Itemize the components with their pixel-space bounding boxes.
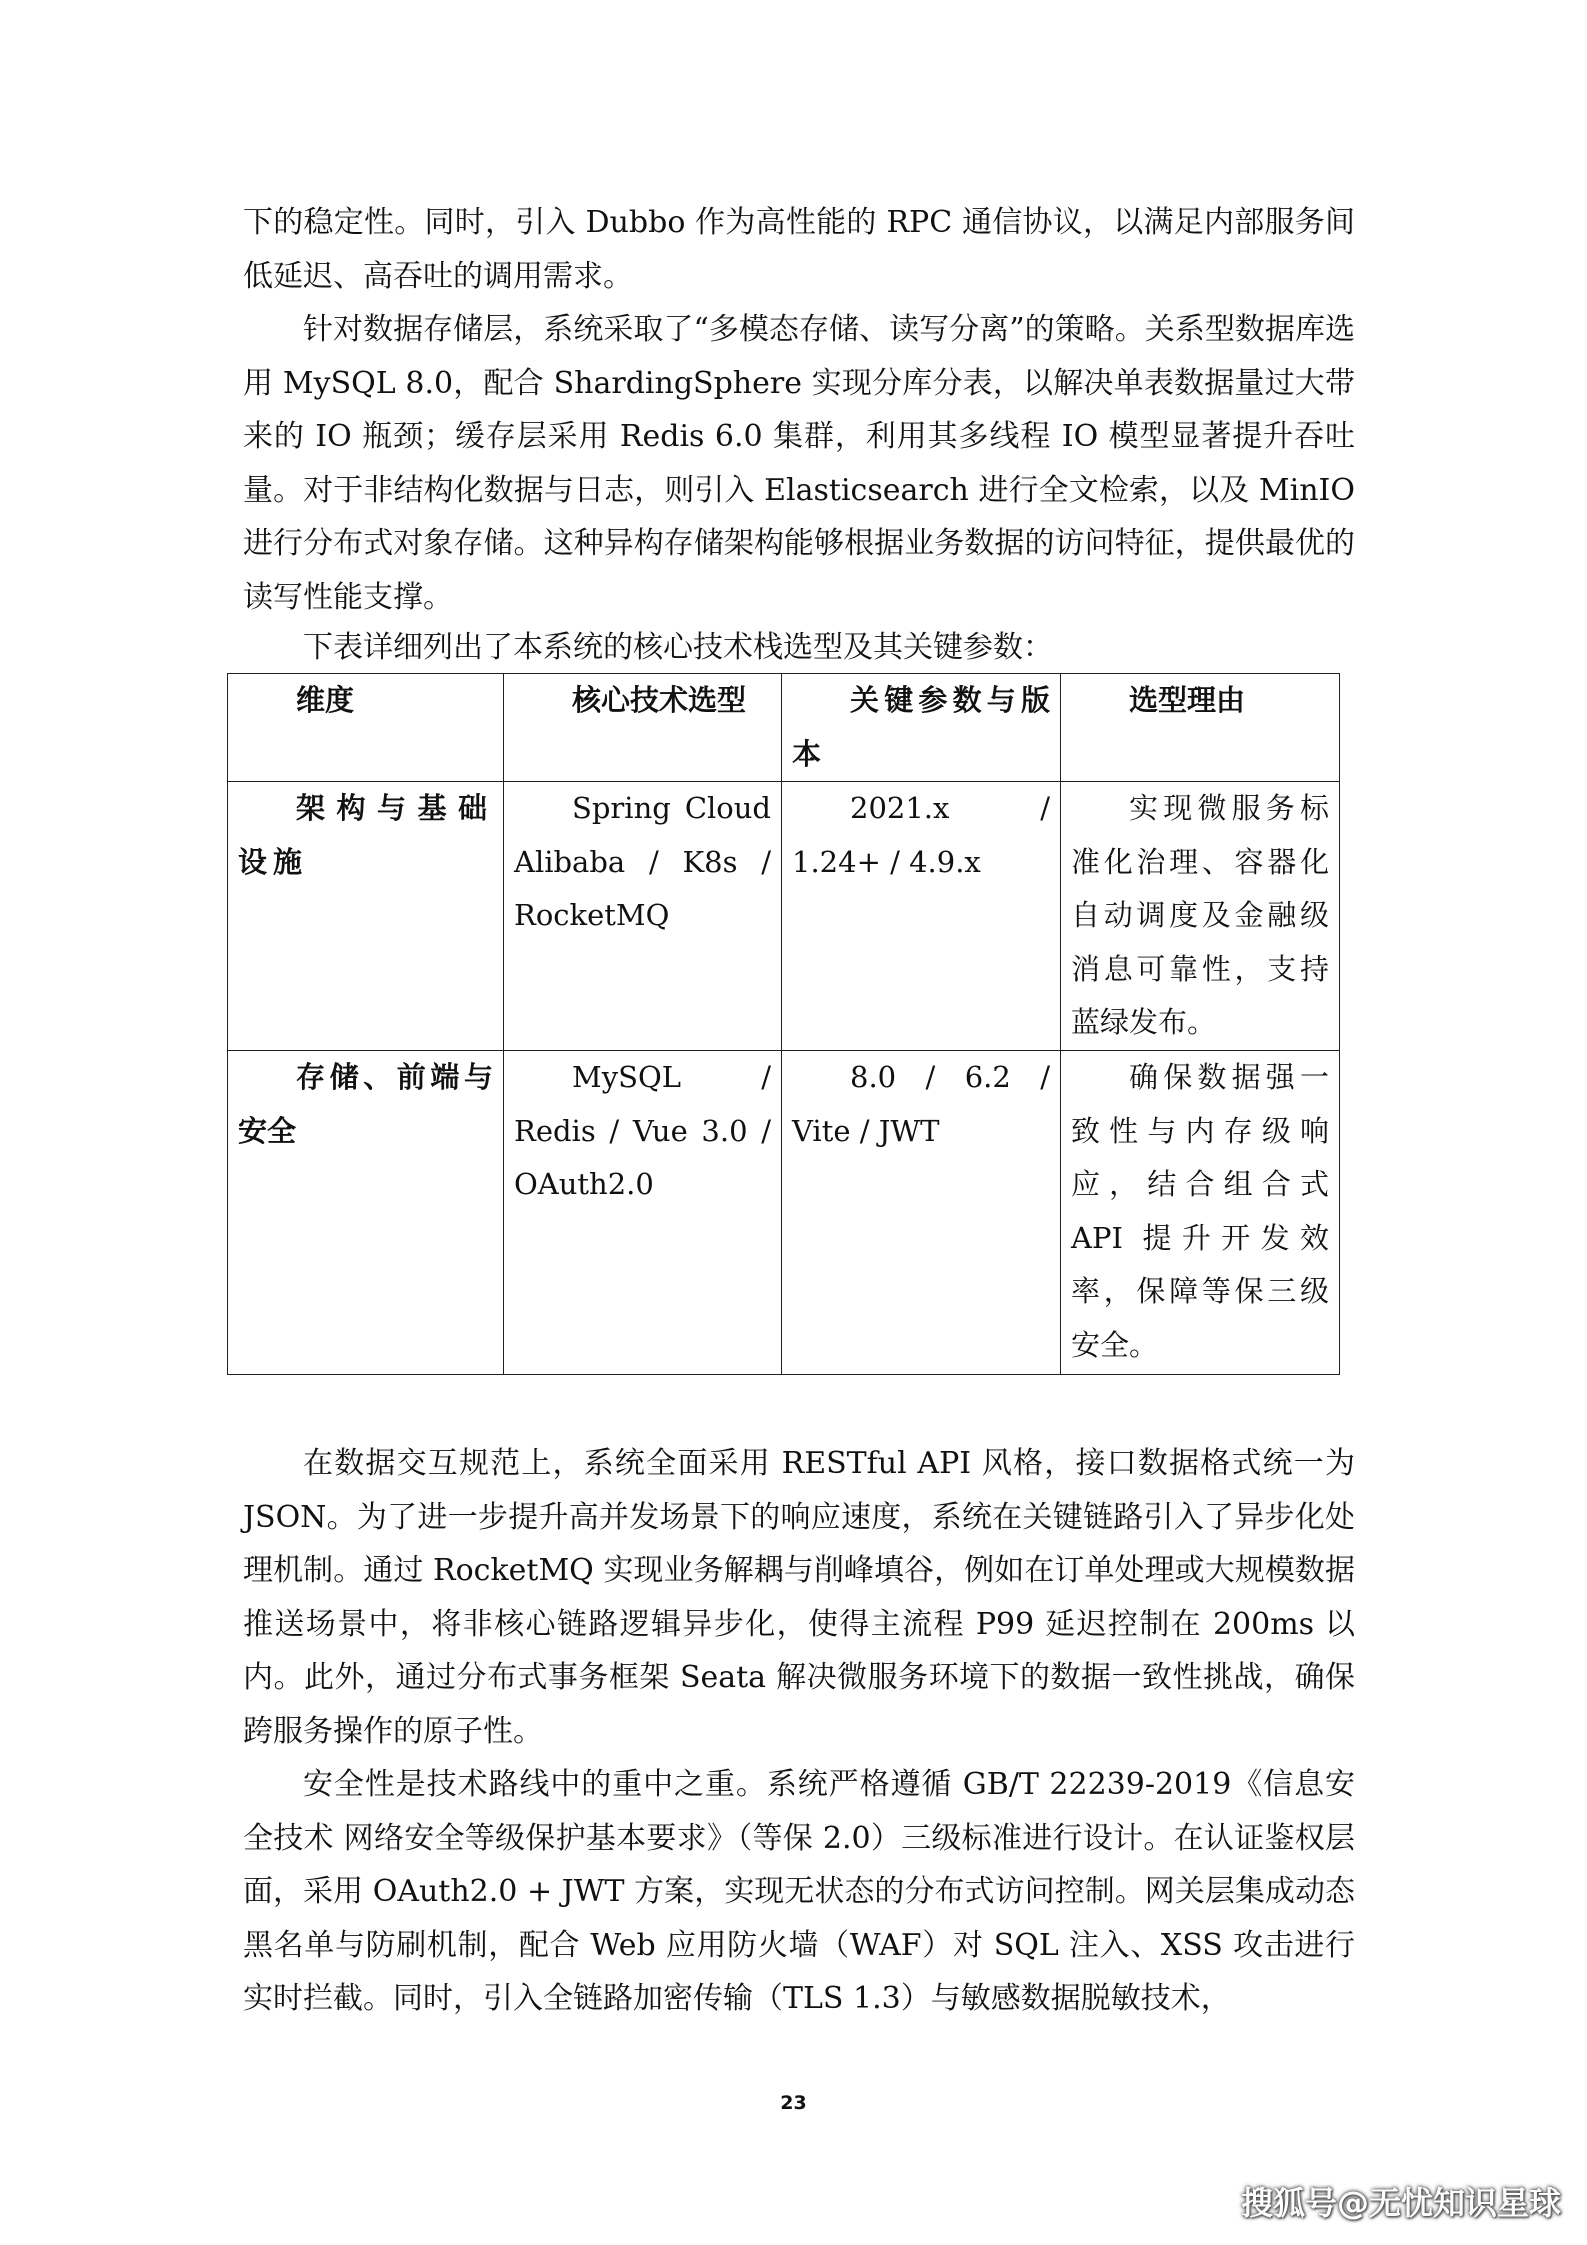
cell-tech: MySQL / Redis / Vue 3.0 / OAuth2.0 — [504, 1051, 782, 1375]
paragraph-2: 针对数据存储层，系统采取了“多模态存储、读写分离”的策略。关系型数据库选用 MySQL 8.0，配合 ShardingSphere 实现分库分表，以解决单表数据量过大带来的 IO 瓶颈；缓存层采用 Redis 6.0 集群，利用其多线程 IO 模型显著提升吞吐量。对于非结构化数据与日志，则引入 Elasticsearch 进行全文检索，以及 MinIO 进行分布式对象存储。这种异构存储架构能够根据业务数据的访问特征，提供最优的读写性能支撑。 — [243, 312, 1355, 615]
cell-params: 8.0 / 6.2 / Vite / JWT — [782, 1051, 1061, 1375]
table-row — [228, 1051, 1340, 1375]
cell-params: 2021.x / 1.24+ / 4.9.x — [782, 782, 1061, 1051]
page-number: 23 — [780, 2092, 807, 2114]
paragraph-1: 下的稳定性。同时，引入 Dubbo 作为高性能的 RPC 通信协议，以满足内部服务间低延迟、高吞吐的调用需求。 — [243, 205, 1355, 294]
header-reason: 选型理由 — [1061, 674, 1340, 782]
cell-dimension: 架构与基础设施 — [228, 782, 504, 1051]
header-tech: 核心技术选型 — [504, 674, 782, 782]
table-intro: 下表详细列出了本系统的核心技术栈选型及其关键参数： — [303, 630, 1053, 665]
cell-tech: Spring Cloud Alibaba / K8s / RocketMQ — [504, 782, 782, 1051]
tech-stack-table — [227, 673, 1340, 1375]
paragraph-5: 安全性是技术路线中的重中之重。系统严格遵循 GB/T 22239-2019《信息安全技术 网络安全等级保护基本要求》（等保 2.0）三级标准进行设计。在认证鉴权层面，采用 OAuth2.0 + JWT 方案，实现无状态的分布式访问控制。网关层集成动态黑名单与防刷机制，配合 Web 应用防火墙（WAF）对 SQL 注入、XSS 攻击进行实时拦截。同时，引入全链路加密传输（TLS 1.3）与敏感数据脱敏技术， — [243, 1767, 1355, 2016]
header-dimension: 维度 — [228, 674, 504, 782]
table-row — [228, 782, 1340, 1051]
header-params: 关键参数与版本 — [782, 674, 1061, 782]
cell-reason: 确保数据强一致性与内存级响应，结合组合式 API 提升开发效率，保障等保三级安全。 — [1061, 1051, 1340, 1375]
watermark-text: 搜狐号@无忧知识星球 — [1240, 2184, 1561, 2222]
table-header-row — [228, 674, 1340, 782]
cell-reason: 实现微服务标准化治理、容器化自动调度及金融级消息可靠性，支持蓝绿发布。 — [1061, 782, 1340, 1051]
paragraph-4: 在数据交互规范上，系统全面采用 RESTful API 风格，接口数据格式统一为 JSON。为了进一步提升高并发场景下的响应速度，系统在关键链路引入了异步化处理机制。通过 RocketMQ 实现业务解耦与削峰填谷，例如在订单处理或大规模数据推送场景中，将非核心链路逻辑异步化，使得主流程 P99 延迟控制在 200ms 以内。此外，通过分布式事务框架 Seata 解决微服务环境下的数据一致性挑战，确保跨服务操作的原子性。 — [243, 1446, 1355, 1749]
cell-dimension: 存储、前端与安全 — [228, 1051, 504, 1375]
